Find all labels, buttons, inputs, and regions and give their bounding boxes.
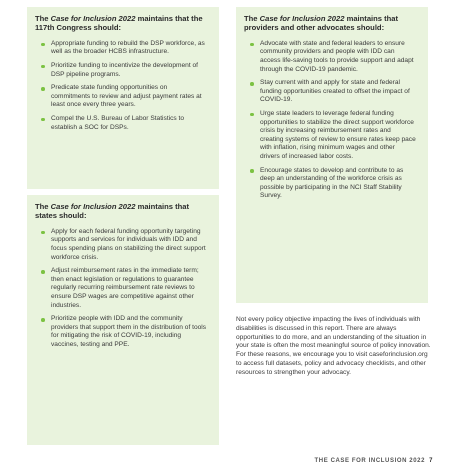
- providers-heading: [244, 14, 420, 33]
- heading-report-title: Case for Inclusion 2022: [50, 14, 136, 23]
- states-list: [35, 228, 211, 350]
- list-item: Compel the U.S. Bureau of Labor Statistics to establish a SOC for DSPs.: [35, 115, 211, 132]
- congress-list: [35, 40, 211, 132]
- heading-prefix: The: [35, 14, 51, 23]
- footer-title: THE CASE FOR INCLUSION 2022: [314, 458, 426, 464]
- page-number: 7: [429, 458, 433, 464]
- list-item: Apply for each federal funding opportunity targeting supports and services for individuals with IDD and focus spending plans on stabilizing the direct support workforce crisis.: [35, 228, 211, 262]
- heading-suffix: maintains that the 117th Congress should:: [35, 14, 203, 33]
- list-item: Prioritize funding to incentivize the development of DSP pipeline programs.: [35, 62, 211, 79]
- congress-heading: [35, 14, 211, 33]
- list-item: Prioritize people with IDD and the community providers that support them in the distribution of tools for mitigating the risk of COVID-19, including vaccines, testing and PPE.: [35, 315, 211, 349]
- page-footer: [315, 458, 434, 464]
- providers-list: [244, 40, 420, 201]
- list-item: Urge state leaders to leverage federal funding opportunities to stabilize the direct support workforce crisis by increasing reimbursement rates and creating systems of review to ensure rates keep pace with inflation, rising minimum wages and other drivers of increased labor costs.: [244, 110, 420, 162]
- heading-report-title: Case for Inclusion 2022: [259, 14, 345, 23]
- list-item: Appropriate funding to rebuild the DSP workforce, as well as the broader HCBS infrastructure.: [35, 40, 211, 57]
- heading-prefix: The: [244, 14, 260, 23]
- heading-prefix: The: [35, 202, 51, 211]
- heading-report-title: Case for Inclusion 2022: [50, 202, 136, 211]
- congress-recommendations-box: [27, 7, 219, 189]
- heading-suffix: maintains that providers and other advocates should:: [244, 14, 399, 33]
- heading-suffix: maintains that states should:: [35, 202, 190, 221]
- list-item: Predicate state funding opportunities on commitments to review and adjust payment rates at least once every three years.: [35, 84, 211, 110]
- states-heading: [35, 202, 211, 221]
- providers-recommendations-box: [236, 7, 428, 303]
- states-recommendations-box: [27, 195, 219, 445]
- closing-paragraph: Not every policy objective impacting the lives of individuals with disabilities is discussed in this report. There are always opportunities to do more, and an understanding of the situation in your state is often the most meaningful source of policy innovation. For these reasons, we encourage you to visit caseforinclusion.org to access full datasets, policy and advocacy checklists, and other resources to strengthen your advocacy.: [236, 316, 431, 376]
- list-item: Advocate with state and federal leaders to ensure community providers and people with IDD can access life-saving tools to provide support and adapt through the COVID-19 pandemic.: [244, 40, 420, 74]
- list-item: Encourage states to develop and contribute to as deep an understanding of the workforce crisis as possible by participating in the NCI Staff Stability Survey.: [244, 167, 420, 201]
- list-item: Stay current with and apply for state and federal funding opportunities created to offset the impact of COVID-19.: [244, 79, 420, 105]
- list-item: Adjust reimbursement rates in the immediate term; then enact legislation or regulations to guarantee regularly recurring reimbursement rate reviews to ensure DSP wages are competitive against other industries.: [35, 267, 211, 310]
